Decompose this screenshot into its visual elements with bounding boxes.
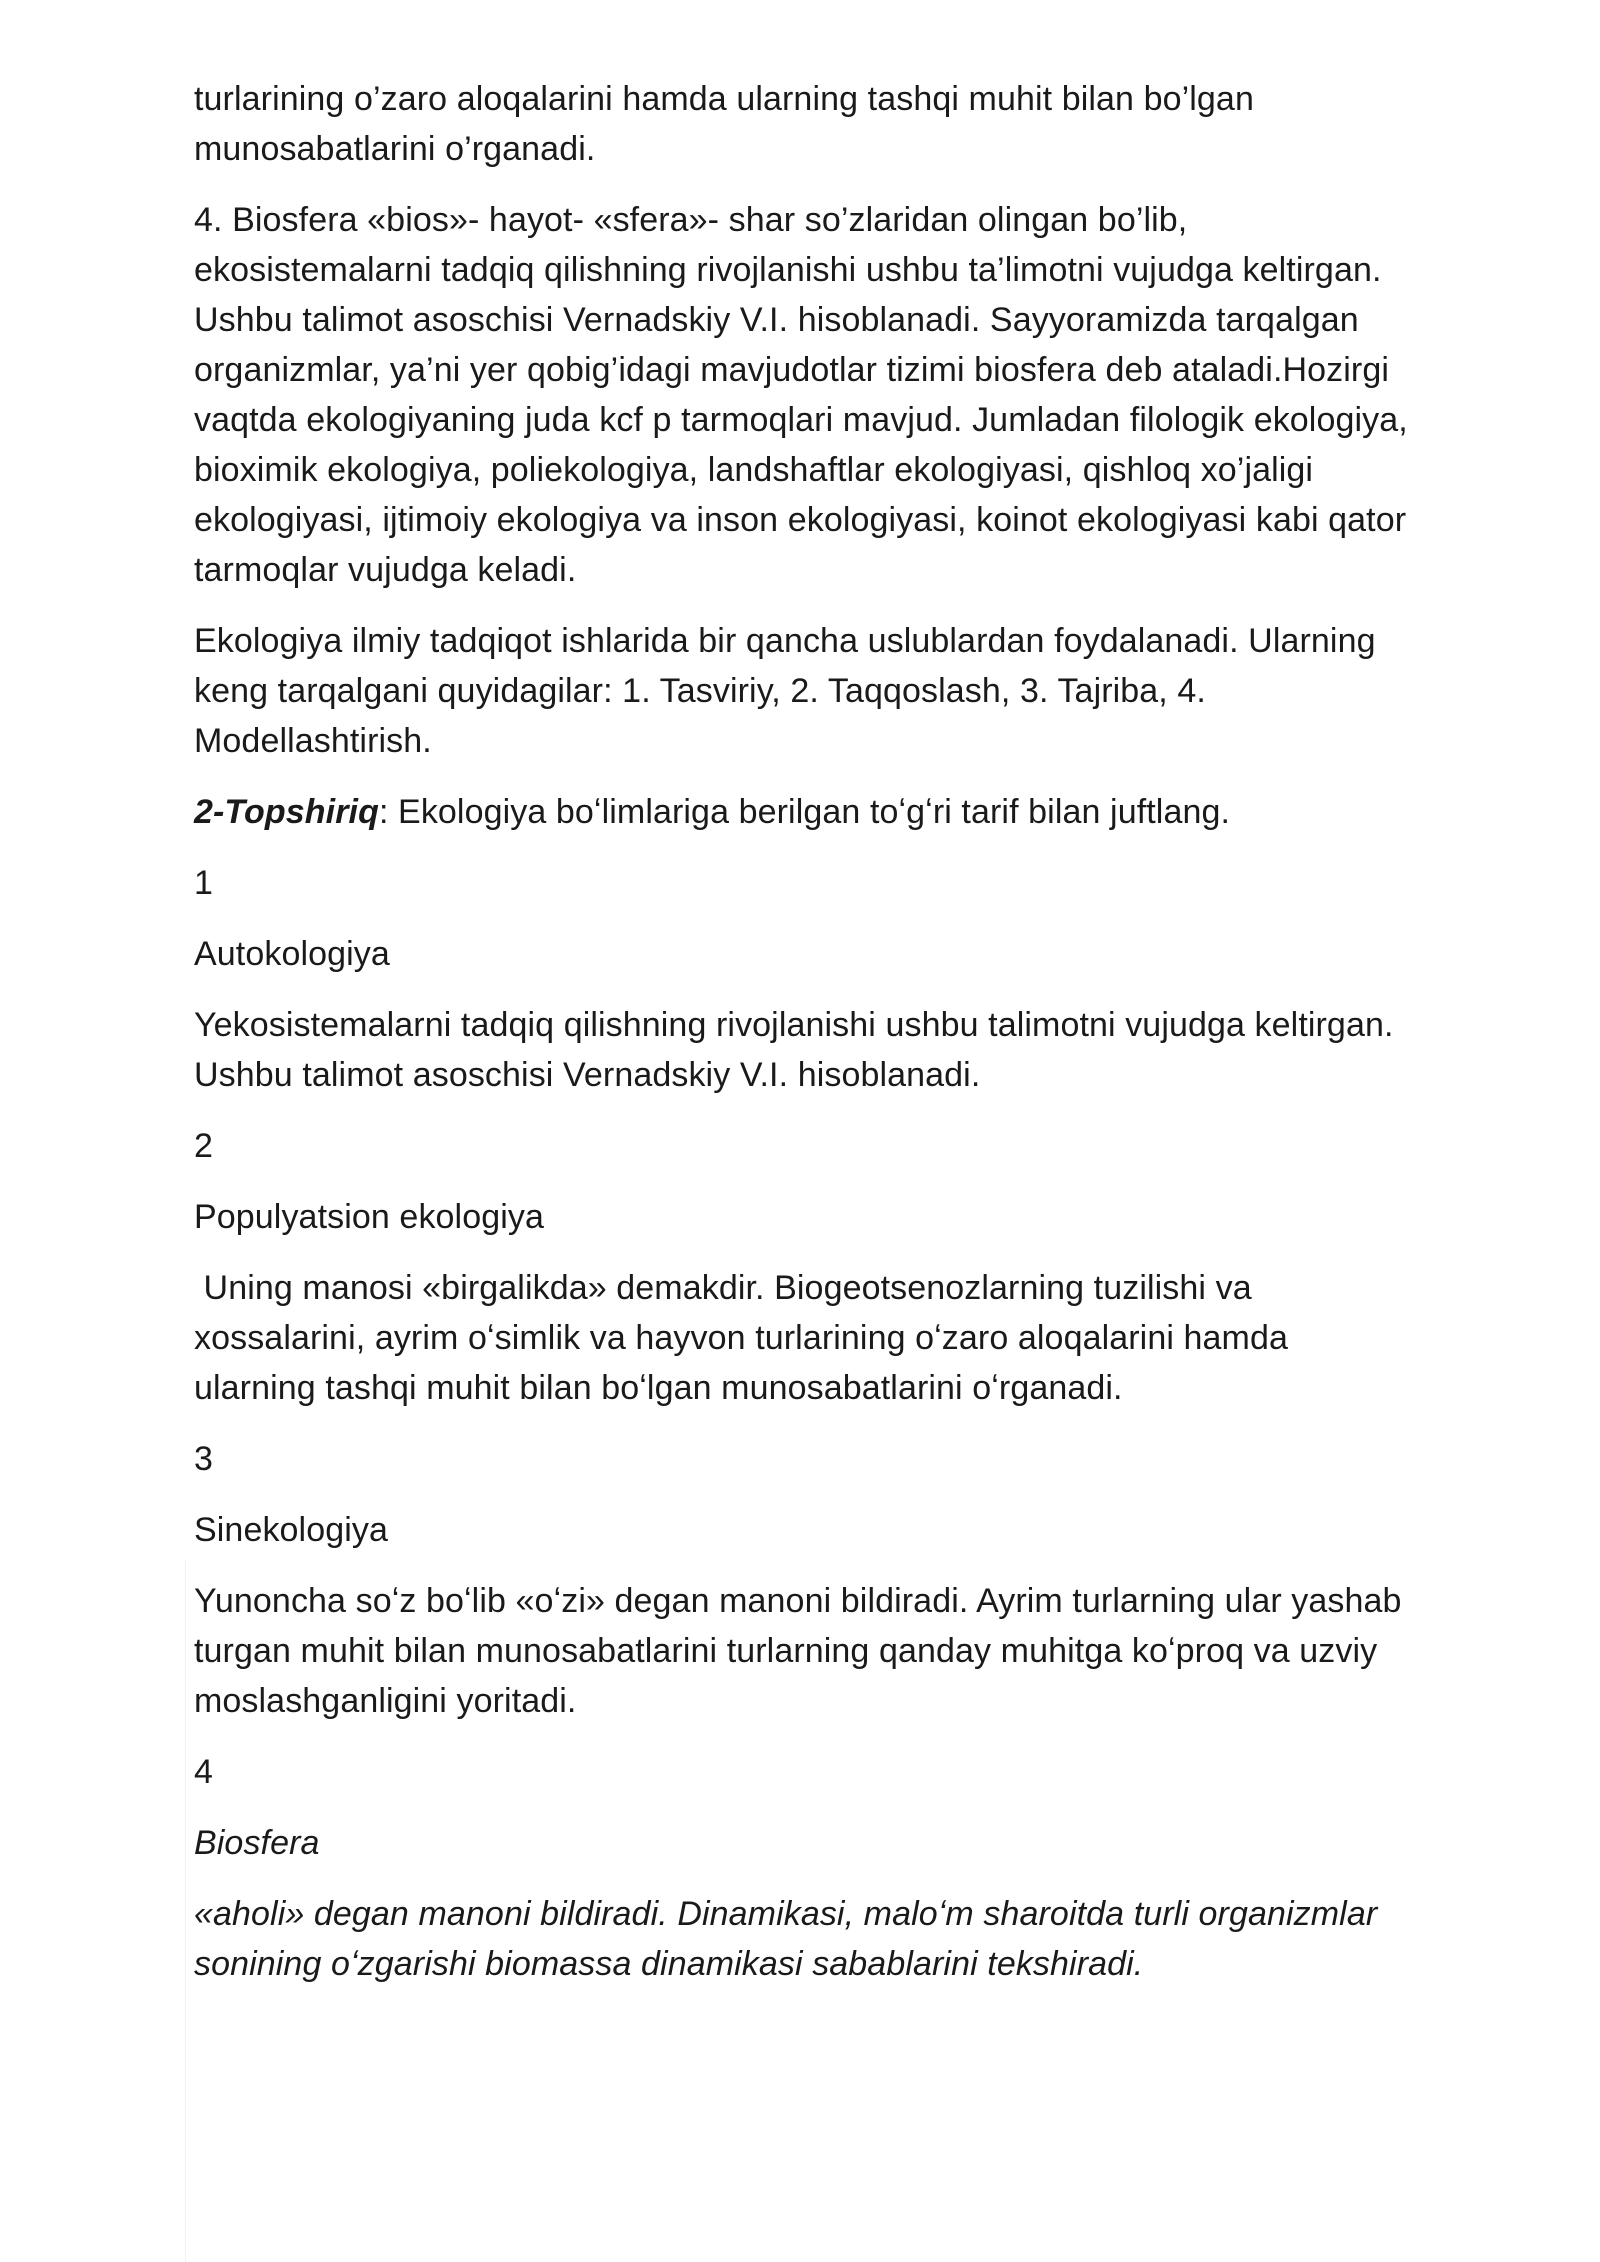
page-edge-shadow bbox=[185, 1560, 186, 2262]
item-definition-4: «aholi» degan manoni bildiradi. Dinamikasi, maloʻm sharoitda turli organizmlar sonining oʻzgarishi biomassa dinamikasi sabablarini tekshiradi. bbox=[194, 1895, 1387, 1983]
task-heading bbox=[194, 787, 1414, 837]
paragraph-biosfera: 4. Biosfera «bios»- hayot- «sfera»- shar so’zlaridan olingan bo’lib, ekosistemalarni tadqiq qilishning rivojlanishi ushbu ta’limotni vujudga keltirgan. Ushbu talimot asoschisi Vernadskiy V.I. hisoblanadi. Sayyoramizda tarqalgan organizmlar, ya’ni yer qobig’idagi mavjudotlar tizimi biosfera deb ataladi.Hozirgi vaqtda ekologiyaning juda kcf p tarmoqlari mavjud. Jumladan filologik ekologiya, bioximik ekologiya, poliekologiya, landshaftlar ekologiyasi, qishloq xo’jaligi ekologiyasi, ijtimoiy ekologiya va inson ekologiyasi, koinot ekologiyasi kabi qator tarmoqlar vujudga keladi. bbox=[194, 201, 1418, 589]
paragraph-methods: Ekologiya ilmiy tadqiqot ishlarida bir qancha uslublardan foydalanadi. Ularning keng tarqalgani quyidagilar: 1. Tasviriy, 2. Taqqoslash, 3. Tajriba, 4. Modellashtirish. bbox=[194, 622, 1386, 760]
paragraph-continuation: turlarining o’zaro aloqalarini hamda ularning tashqi muhit bilan bo’lgan munosabatlarini o’rganadi. bbox=[194, 80, 1264, 168]
item-number-4: 4 bbox=[194, 1753, 214, 1791]
item-number-2: 2 bbox=[194, 1127, 214, 1165]
item-term-4: Biosfera bbox=[194, 1824, 320, 1862]
task-label: 2-Topshiriq bbox=[194, 793, 379, 831]
item-number-3: 3 bbox=[194, 1440, 214, 1478]
item-term-1: Autokologiya bbox=[194, 935, 390, 973]
item-term-2: Populyatsion ekologiya bbox=[194, 1198, 544, 1236]
item-definition-3: Yunoncha soʻz boʻlib «oʻzi» degan manoni bildiradi. Ayrim turlarning ular yashab turgan muhit bilan munosabatlarini turlarning qanday muhitga koʻproq va uzviy moslashganligini yoritadi. bbox=[194, 1582, 1412, 1720]
item-number-1: 1 bbox=[194, 864, 214, 902]
task-text: : Ekologiya boʻlimlariga berilgan toʻgʻri tarif bilan juftlang. bbox=[378, 793, 1231, 831]
item-definition-2: Uning manosi «birgalikda» demakdir. Biogeotsenozlarning tuzilishi va xossalarini, ayrim oʻsimlik va hayvon turlarining oʻzaro aloqalarini hamda ularning tashqi muhit bilan boʻlgan munosabatlarini oʻrganadi. bbox=[194, 1269, 1298, 1407]
document-body bbox=[194, 74, 1418, 2010]
item-term-3: Sinekologiya bbox=[194, 1511, 388, 1549]
item-definition-1: Yekosistemalarni tadqiq qilishning rivojlanishi ushbu talimotni vujudga keltirgan. Ushbu talimot asoschisi Vernadskiy V.I. hisoblanadi. bbox=[194, 1006, 1404, 1094]
